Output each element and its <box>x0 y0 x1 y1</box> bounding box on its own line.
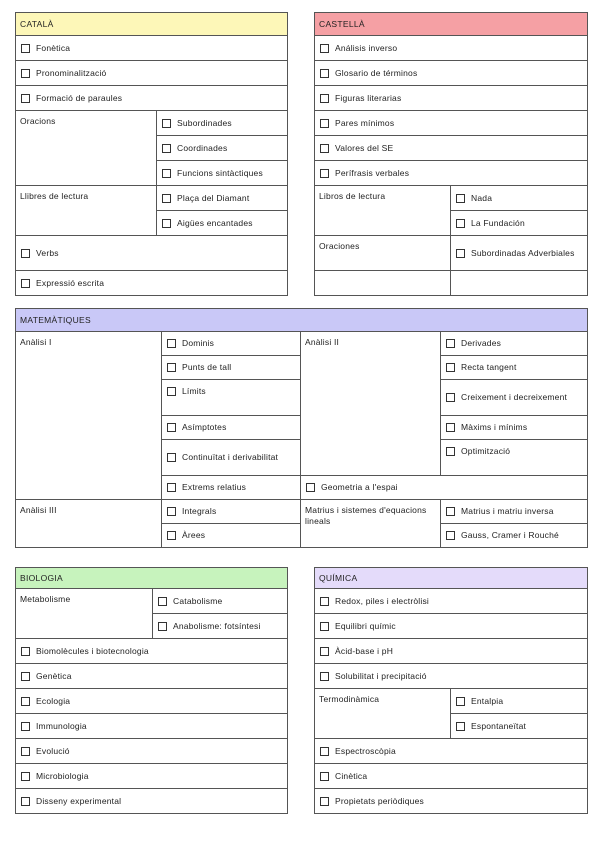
checkbox[interactable] <box>320 622 329 631</box>
checkbox[interactable] <box>21 722 30 731</box>
bio-genetica[interactable]: Genètica <box>16 664 288 689</box>
checkbox[interactable] <box>21 94 30 103</box>
bio-microbiologia[interactable]: Microbiologia <box>16 764 288 789</box>
checkbox[interactable] <box>21 249 30 258</box>
checkbox[interactable] <box>320 69 329 78</box>
mat-continuitat[interactable]: Continuïtat i derivabilitat <box>162 440 301 476</box>
checkbox[interactable] <box>167 531 176 540</box>
checkbox[interactable] <box>456 219 465 228</box>
matematiques-header: MATEMÀTIQUES <box>16 309 588 332</box>
catala-aigues[interactable]: Aigües encantades <box>157 211 288 236</box>
mat-optimitzacio[interactable]: Optimització <box>441 440 588 476</box>
qui-solubilitat[interactable]: Solubilitat i precipitació <box>315 664 588 689</box>
mat-arees[interactable]: Àrees <box>162 524 301 548</box>
checkbox[interactable] <box>167 363 176 372</box>
checkbox[interactable] <box>320 647 329 656</box>
bio-disseny[interactable]: Disseny experimental <box>16 789 288 814</box>
checkbox[interactable] <box>320 747 329 756</box>
castella-nada[interactable]: Nada <box>451 186 588 211</box>
biologia-header: BIOLOGIA <box>16 568 288 589</box>
mat-recta-tangent[interactable]: Recta tangent <box>441 356 588 380</box>
checkbox[interactable] <box>446 447 455 456</box>
checkbox[interactable] <box>162 144 171 153</box>
checkbox[interactable] <box>167 339 176 348</box>
checkbox[interactable] <box>167 387 176 396</box>
qui-entalpia[interactable]: Entalpia <box>451 689 588 714</box>
analisi3-label: Anàlisi III <box>16 500 162 548</box>
castella-empty-cell <box>315 271 451 296</box>
qui-espontaneitat[interactable]: Espontaneïtat <box>451 714 588 739</box>
castella-valores[interactable]: Valores del SE <box>315 136 588 161</box>
castella-perifrasis[interactable]: Perífrasis verbales <box>315 161 588 186</box>
bio-anabolisme[interactable]: Anabolisme: fotsíntesi <box>153 614 288 639</box>
mat-extrems[interactable]: Extrems relatius <box>162 476 301 500</box>
checkbox[interactable] <box>446 423 455 432</box>
checkbox[interactable] <box>21 647 30 656</box>
castella-analisis[interactable]: Análisis inverso <box>315 36 588 61</box>
matrius-label: Matrius i sistemes d'equacions lineals <box>301 500 441 548</box>
bio-evolucio[interactable]: Evolució <box>16 739 288 764</box>
castella-oraciones-label: Oraciones <box>315 236 451 271</box>
checkbox[interactable] <box>446 339 455 348</box>
checkbox[interactable] <box>456 194 465 203</box>
catala-header: CATALÀ <box>16 13 288 36</box>
checkbox[interactable] <box>456 249 465 258</box>
checkbox[interactable] <box>306 483 315 492</box>
mat-geometria[interactable]: Geometria a l'espai <box>301 476 588 500</box>
castella-empty-cell <box>451 271 588 296</box>
checkbox[interactable] <box>456 722 465 731</box>
checkbox[interactable] <box>320 169 329 178</box>
checkbox[interactable] <box>162 119 171 128</box>
termodinamica-label: Termodinàmica <box>315 689 451 739</box>
mat-limits[interactable]: Límits <box>162 380 301 416</box>
checkbox[interactable] <box>320 597 329 606</box>
mat-matriu-inversa[interactable]: Matrius i matriu inversa <box>441 500 588 524</box>
mat-integrals[interactable]: Integrals <box>162 500 301 524</box>
castella-table <box>314 12 588 296</box>
checkbox[interactable] <box>21 797 30 806</box>
checkbox[interactable] <box>446 393 455 402</box>
mat-punts-tall[interactable]: Punts de tall <box>162 356 301 380</box>
catala-formacio-paraules[interactable]: Formació de paraules <box>16 86 288 111</box>
castella-pares[interactable]: Pares mínimos <box>315 111 588 136</box>
castella-header: CASTELLÀ <box>315 13 588 36</box>
matematiques-table <box>15 308 588 548</box>
checkbox[interactable] <box>167 453 176 462</box>
catala-verbs[interactable]: Verbs <box>16 236 288 271</box>
bio-ecologia[interactable]: Ecologia <box>16 689 288 714</box>
catala-oracions-label: Oracions <box>16 111 157 186</box>
mat-asimptotes[interactable]: Asímptotes <box>162 416 301 440</box>
checkbox[interactable] <box>446 531 455 540</box>
checkbox[interactable] <box>456 697 465 706</box>
checkbox[interactable] <box>320 94 329 103</box>
qui-espectroscopia[interactable]: Espectroscòpia <box>315 739 588 764</box>
qui-acid-base[interactable]: Àcid-base i pH <box>315 639 588 664</box>
checkbox[interactable] <box>158 622 167 631</box>
checkbox[interactable] <box>21 44 30 53</box>
analisi2-label: Anàlisi II <box>301 332 441 476</box>
bio-biomolecules[interactable]: Biomolècules i biotecnologia <box>16 639 288 664</box>
checkbox[interactable] <box>21 772 30 781</box>
checkbox[interactable] <box>446 363 455 372</box>
checkbox[interactable] <box>320 797 329 806</box>
checkbox[interactable] <box>446 507 455 516</box>
mat-gauss[interactable]: Gauss, Cramer i Rouché <box>441 524 588 548</box>
catala-pronominalitzacio[interactable]: Pronominalització <box>16 61 288 86</box>
castella-subordinadas[interactable]: Subordinadas Adverbiales <box>451 236 588 271</box>
qui-redox[interactable]: Redox, piles i electròlisi <box>315 589 588 614</box>
checkbox[interactable] <box>167 423 176 432</box>
checkbox[interactable] <box>320 672 329 681</box>
checkbox[interactable] <box>320 44 329 53</box>
checkbox[interactable] <box>167 507 176 516</box>
qui-cinetica[interactable]: Cinètica <box>315 764 588 789</box>
castella-libros-label: Libros de lectura <box>315 186 451 236</box>
qui-equilibri[interactable]: Equilibri químic <box>315 614 588 639</box>
metabolisme-label: Metabolisme <box>16 589 153 639</box>
catala-funcions[interactable]: Funcions sintàctiques <box>157 161 288 186</box>
mat-derivades[interactable]: Derivades <box>441 332 588 356</box>
checkbox[interactable] <box>21 69 30 78</box>
catala-fonetica[interactable]: Fonètica <box>16 36 288 61</box>
checkbox[interactable] <box>162 169 171 178</box>
catala-expressio[interactable]: Expressió escrita <box>16 271 288 296</box>
checkbox[interactable] <box>320 772 329 781</box>
biologia-table <box>15 567 288 814</box>
mat-maxims[interactable]: Màxims i mínims <box>441 416 588 440</box>
castella-fundacion[interactable]: La Fundación <box>451 211 588 236</box>
checkbox[interactable] <box>21 697 30 706</box>
quimica-header: QUÍMICA <box>315 568 588 589</box>
catala-subordinades[interactable]: Subordinades <box>157 111 288 136</box>
catala-coordinades[interactable]: Coordinades <box>157 136 288 161</box>
mat-creixement[interactable]: Creixement i decreixement <box>441 380 588 416</box>
checkbox[interactable] <box>320 144 329 153</box>
checkbox[interactable] <box>21 747 30 756</box>
quimica-table <box>314 567 588 814</box>
castella-glosario[interactable]: Glosario de términos <box>315 61 588 86</box>
qui-propietats[interactable]: Propietats periòdiques <box>315 789 588 814</box>
analisi1-label: Anàlisi I <box>16 332 162 500</box>
catala-placa[interactable]: Plaça del Diamant <box>157 186 288 211</box>
bio-catabolisme[interactable]: Catabolisme <box>153 589 288 614</box>
mat-dominis[interactable]: Dominis <box>162 332 301 356</box>
bio-immunologia[interactable]: Immunologia <box>16 714 288 739</box>
catala-table <box>15 12 288 296</box>
catala-llibres-label: Llibres de lectura <box>16 186 157 236</box>
castella-figuras[interactable]: Figuras literarias <box>315 86 588 111</box>
checkbox[interactable] <box>162 194 171 203</box>
checkbox[interactable] <box>162 219 171 228</box>
checkbox[interactable] <box>320 119 329 128</box>
checkbox[interactable] <box>21 672 30 681</box>
checkbox[interactable] <box>167 483 176 492</box>
checkbox[interactable] <box>158 597 167 606</box>
checkbox[interactable] <box>21 279 30 288</box>
